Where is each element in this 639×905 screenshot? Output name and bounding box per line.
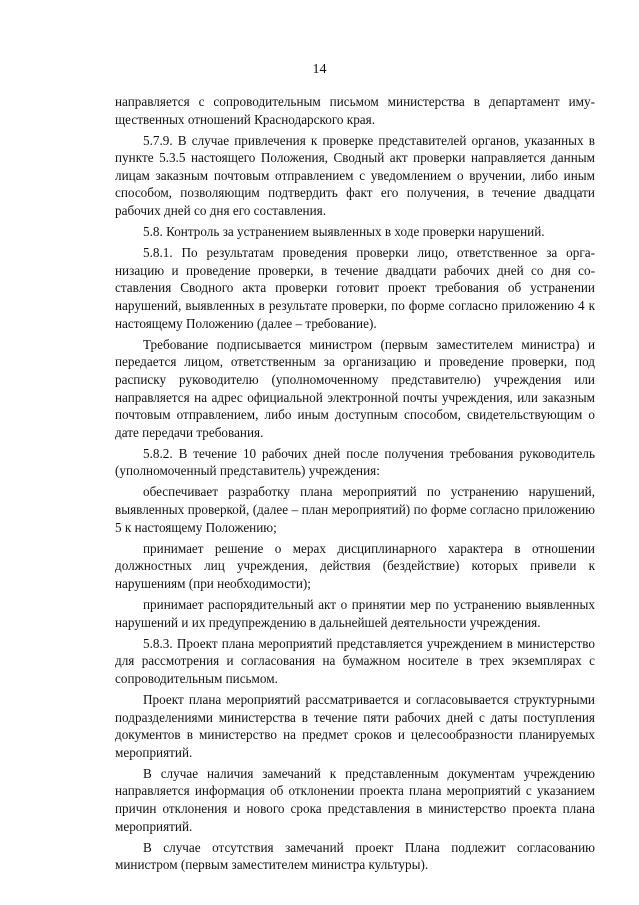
paragraph-plan-development: обеспечивает разработку плана мероприятий по устранению нарушений, выявленных проверкой, (далее – план мероприятий) по форме согласно приложению 5 к настоящему Положению; <box>115 484 595 535</box>
paragraph-remarks-absent: В случае отсутствия замечаний проект Плана подлежит согласованию министром (первым заместителем министра культуры). <box>115 839 595 873</box>
document-body <box>115 93 595 877</box>
paragraph-5-8-2: 5.8.2. В течение 10 рабочих дней после получения требования руководитель (уполномоченный представитель) учреждения: <box>115 445 595 479</box>
paragraph-continuation: направляется с сопроводительным письмом министерства в департамент имущественных отношений Краснодарского края. <box>115 94 595 127</box>
paragraph-5-8-1: 5.8.1. По результатам проведения проверки лицо, ответственное за организацию и проведение проверки, в течение двадцати рабочих дней со дня составления Сводного акта проверки готовит проект требования об устранении нарушений, выявленных в результате проверки, по форме согласно приложению 4 к настоящему Положению (далее – требование). <box>115 245 595 331</box>
paragraph-5-8-3: 5.8.3. Проект плана мероприятий представляется учреждением в министерство для рассмотрения и согласования на бумажном носителе в трех экземплярах с сопроводительным письмом. <box>115 635 595 686</box>
paragraph-administrative-act: принимает распорядительный акт о принятии мер по устранению выявленных нарушений и их предупреждению в дальнейшей деятельности учреждения. <box>115 597 595 630</box>
paragraph-remarks-present: В случае наличия замечаний к представленным документам учреждению направляется информация об отклонении проекта плана мероприятий с указанием причин отклонения и нового срока представления в министерство проекта плана мероприятий. <box>115 765 595 834</box>
page-number: 14 <box>312 62 327 77</box>
paragraph-requirement-signing: Требование подписывается министром (первым заместителем министра) и передается лицом, ответственным за организацию и проведение проверки, под расписку руководителю (уполномоченному представителю) учреждения или направляется на адрес официальной электронной почты учреждения, или заказным почтовым отправлением, либо иным доступным способом, свидетельствующим о дате передачи требования. <box>115 336 595 440</box>
paragraph-5-7-9: 5.7.9. В случае привлечения к проверке представителей органов, указанных в пункте 5.3.5 настоящего Положения, Сводный акт проверки направляется данным лицам заказным почтовым отправлением с уведомлением о вручении, либо иным способом, позволяющим подтвердить факт его получения, в течение двадцати рабочих дней со дня его составления. <box>115 132 595 219</box>
paragraph-disciplinary-decision: принимает решение о мерах дисциплинарного характера в отношении должностных лиц учреждения, действия (бездействие) которых привели к нарушениям (при необходимости); <box>115 540 595 591</box>
paragraph-5-8-heading: 5.8. Контроль за устранением выявленных в ходе проверки нарушений. <box>143 224 545 240</box>
paragraph-plan-review: Проект плана мероприятий рассматривается и согласовывается структурными подразделениями министерства в течение пяти рабочих дней с даты поступления документов в министерство на предмет сроков и целесообразности планируемых мероприятий. <box>115 692 595 760</box>
